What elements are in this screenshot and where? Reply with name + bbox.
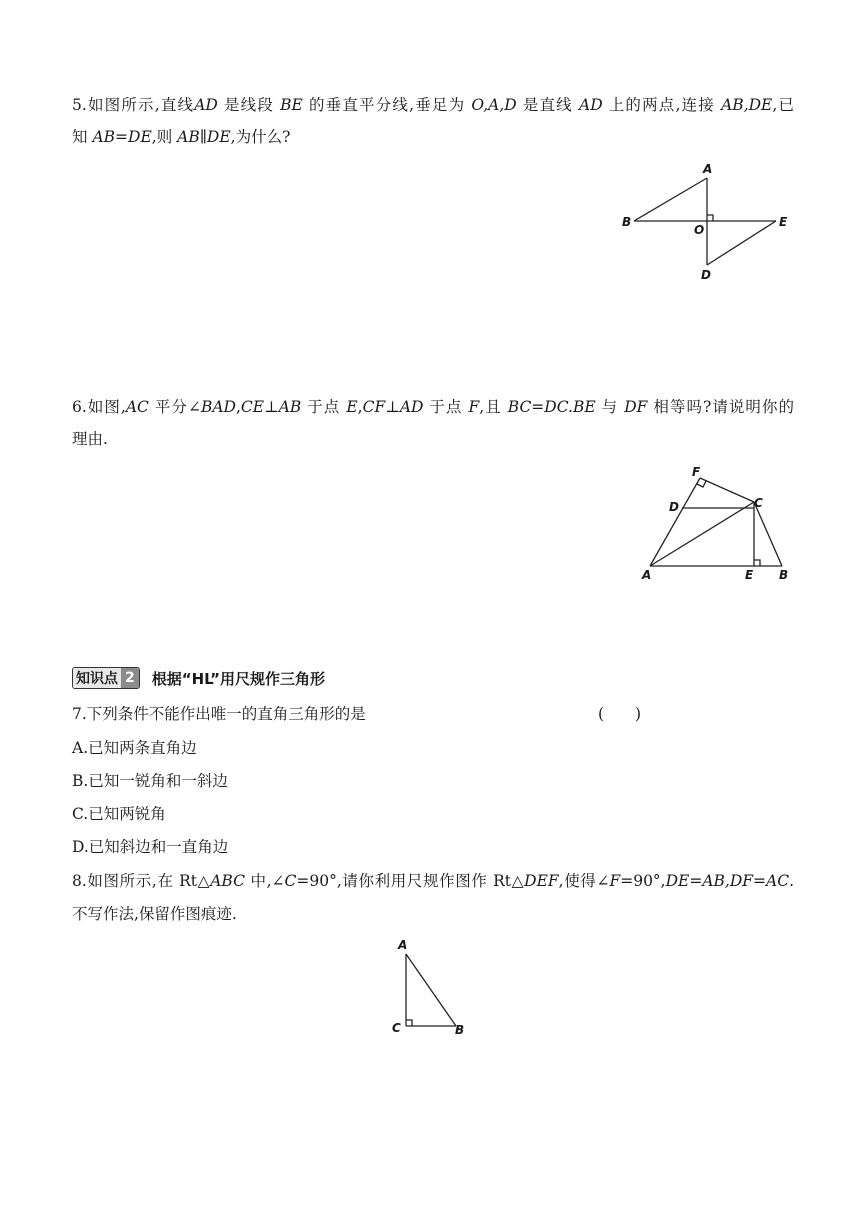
q7-option-c — [72, 803, 794, 825]
q5-ab-par-de: AB∥DE — [177, 128, 231, 146]
option-text: D.已知斜边和一直角边 — [72, 838, 229, 856]
q6-text: ,且 — [479, 398, 502, 416]
label-a: A — [642, 568, 652, 582]
q6-line-2 — [72, 428, 794, 450]
q6-f: F — [468, 398, 480, 416]
label-a: A — [398, 938, 408, 952]
q6-ad: AD — [399, 398, 424, 416]
q5-text: 5.如图所示,直线 — [72, 96, 195, 114]
label-b: B — [622, 215, 632, 229]
q6-bc-dc: BC=DC.BE — [507, 398, 596, 416]
q7-stem-text: 7.下列条件不能作出唯一的直角三角形的是 — [72, 705, 366, 723]
segment-af — [650, 478, 700, 566]
option-text: A.已知两条直角边 — [72, 739, 197, 757]
q8-text: 8.如图所示,在 Rt△ — [72, 872, 211, 890]
label-c: C — [754, 496, 763, 510]
q6-figure — [636, 462, 806, 586]
q8-de-df: DE=AB,DF=AC — [665, 872, 790, 890]
q8-text: ,使得∠ — [558, 872, 610, 890]
label-e: E — [779, 215, 788, 229]
label-b: B — [455, 1023, 465, 1037]
q8-text: . — [789, 872, 795, 890]
q6-df: DF — [624, 398, 648, 416]
section-title: 根据“HL”用尺规作三角形 — [151, 669, 325, 688]
q5-text: 是直线 — [522, 96, 573, 114]
section-header — [72, 666, 325, 690]
q6-text: 理由. — [72, 430, 108, 448]
q6-text: 6.如图, — [72, 398, 126, 416]
q8-abc: ABC — [210, 872, 245, 890]
q6-e: E — [346, 398, 358, 416]
right-angle-mark — [707, 215, 713, 221]
q5-line-1 — [72, 94, 794, 116]
label-f: F — [692, 465, 701, 479]
option-text: B.已知一锐角和一斜边 — [72, 772, 228, 790]
q6-text: 平分∠ — [154, 398, 201, 416]
q8-def: DEF — [524, 872, 559, 890]
q6-text: 与 — [601, 398, 619, 416]
q5-ad: AD — [579, 96, 603, 114]
q8-line-2 — [72, 903, 794, 925]
segment-ac — [650, 502, 754, 566]
q6-text: 相等吗?请说明你的 — [653, 398, 795, 416]
badge-text: 知识点 — [73, 668, 121, 688]
q6-ac: AC — [125, 398, 149, 416]
label-a: A — [703, 162, 713, 176]
q7-stem — [72, 703, 794, 725]
q8-text: 中,∠ — [250, 872, 285, 890]
q8-text: =90°, — [620, 872, 666, 890]
q7-option-d — [72, 836, 794, 858]
q7-option-a — [72, 737, 794, 759]
q8-c: C — [284, 872, 297, 890]
label-d: D — [669, 500, 679, 514]
q5-oad: O,A,D — [471, 96, 517, 114]
segment-de — [707, 221, 776, 265]
badge-number: 2 — [121, 668, 139, 688]
label-b: B — [779, 568, 789, 582]
q5-be: BE — [280, 96, 303, 114]
q8-f: F — [609, 872, 621, 890]
right-angle-mark-c — [406, 1020, 412, 1026]
right-angle-mark-e — [754, 560, 760, 566]
q5-ab-eq-de: AB=DE — [92, 128, 152, 146]
q6-cf: CF — [362, 398, 386, 416]
q5-text: 知 — [72, 128, 88, 146]
label-d: D — [701, 268, 711, 282]
q6-text: 于点 — [307, 398, 341, 416]
q6-ab: AB — [278, 398, 302, 416]
q7-option-b — [72, 770, 794, 792]
q6-bad: BAD — [200, 398, 236, 416]
q6-line-1: 6.如图,AC 平分∠BAD,CE⊥AB 于点 E,CF⊥AD 于点 F,且 BC=DC.BE 与 DF 相等吗?请说明你的 — [72, 398, 795, 416]
q5-text: 上的两点,连接 — [608, 96, 715, 114]
segment-ab — [634, 178, 707, 221]
answer-bracket: ( ) — [598, 705, 642, 723]
q5-figure — [610, 158, 800, 286]
label-o: O — [694, 223, 705, 237]
q5-ad: AD — [194, 96, 218, 114]
segment-fc — [700, 478, 754, 502]
q6-ce: CE — [240, 398, 265, 416]
q5-text: 是线段 — [223, 96, 275, 114]
q6-perp: ⊥ — [264, 398, 279, 416]
q5-text: ,则 — [151, 128, 173, 146]
segment-cb — [754, 502, 782, 566]
q5-text: ,为什么? — [230, 128, 291, 146]
q6-perp: ⊥ — [385, 398, 400, 416]
q8-figure — [386, 934, 476, 1042]
label-c: C — [392, 1021, 401, 1035]
q8-text: 不写作法,保留作图痕迹. — [72, 905, 237, 923]
q5-text: 的垂直平分线,垂足为 — [308, 96, 466, 114]
q5-text: ,已 — [772, 96, 794, 114]
segment-ab — [406, 954, 456, 1026]
option-text: C.已知两锐角 — [72, 805, 166, 823]
q8-text: =90°,请你利用尺规作图作 Rt△ — [296, 872, 525, 890]
q8-line-1 — [72, 870, 794, 892]
knowledge-point-badge — [72, 667, 140, 689]
label-e: E — [745, 568, 754, 582]
q5-line-2 — [72, 126, 794, 148]
q5-abde: AB,DE — [721, 96, 773, 114]
q6-text: 于点 — [429, 398, 463, 416]
